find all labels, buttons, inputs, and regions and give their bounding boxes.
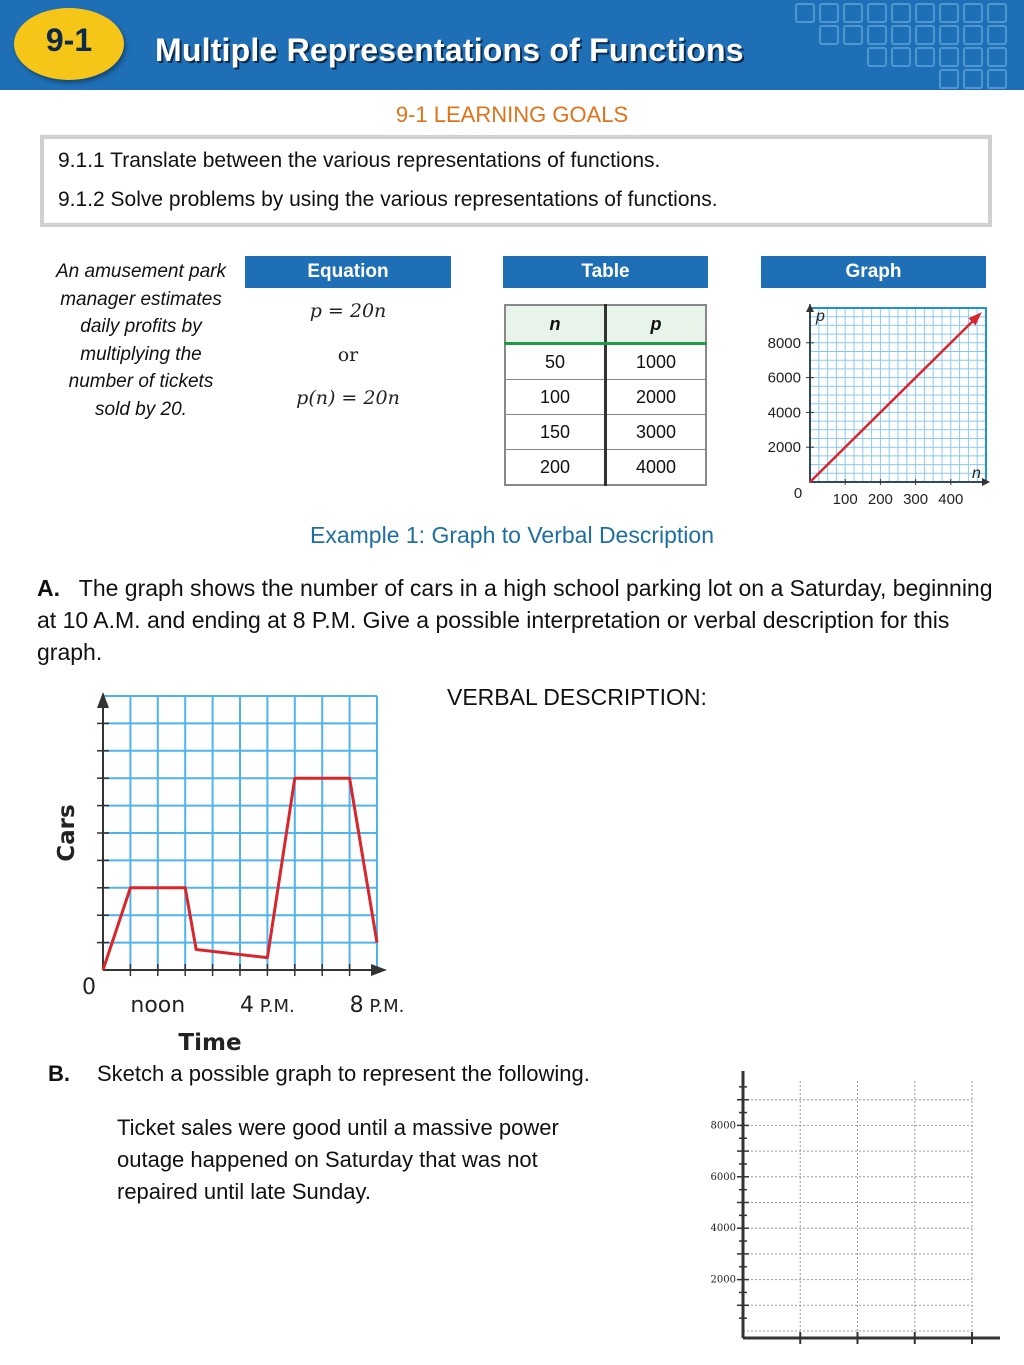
y-tick-label: 6000 [710, 1171, 736, 1183]
goals-box [40, 135, 992, 227]
y-tick-label: 2000 [767, 439, 801, 457]
part-b-label: B. [48, 1061, 70, 1086]
x-axis-arrow [371, 964, 387, 976]
table-cell: 2000 [606, 380, 707, 415]
blank-sketch-chart[interactable] [700, 1066, 1010, 1346]
goal-item-1: 9.1.1 Translate between the various representations of functions. [58, 149, 661, 172]
equation-heading: Equation [245, 256, 451, 288]
table-header-n: n [505, 305, 606, 344]
values-table [504, 304, 707, 486]
y-tick-label: 6000 [767, 369, 801, 387]
x-tick-label: 200 [867, 491, 893, 508]
part-a-text: The graph shows the number of cars in a high school parking lot on a Saturday, beginning at 10 A.M. and ending at 8 P.M. Give a possible interpretation or verbal description for this graph. [37, 575, 993, 665]
table-row [505, 415, 706, 450]
part-a-label: A. [37, 575, 60, 601]
origin-label: 0 [793, 485, 803, 502]
table-row [505, 380, 706, 415]
part-a-paragraph [37, 572, 1007, 668]
table-cell: 50 [505, 344, 606, 380]
table-header-row [505, 305, 706, 344]
goal-item-2: 9.1.2 Solve problems by using the various representations of functions. [58, 188, 718, 211]
header-decoration-grid [784, 0, 1024, 90]
x-axis-label: Time [178, 1030, 242, 1056]
y-axis-label: Cars [54, 804, 80, 862]
page-title: Multiple Representations of Functions [155, 32, 744, 68]
y-tick-label: 8000 [767, 334, 801, 352]
table-cell: 150 [505, 415, 606, 450]
table-heading: Table [503, 256, 708, 288]
table-cell: 200 [505, 450, 606, 486]
x-tick-label: 8 P.M. [349, 993, 405, 1018]
goals-heading: 9-1 LEARNING GOALS [395, 102, 629, 127]
y-tick-label: 4000 [710, 1223, 736, 1235]
verbal-description-label: VERBAL DESCRIPTION: [447, 684, 707, 710]
x-tick-label: noon [130, 993, 186, 1018]
y-tick-label: 4000 [767, 404, 801, 422]
table-cell: 100 [505, 380, 606, 415]
y-tick-label: 8000 [710, 1120, 736, 1132]
x-tick-label: 100 [832, 491, 858, 508]
table-row [505, 344, 706, 380]
cars-chart [40, 682, 430, 1062]
profit-chart [750, 300, 1000, 516]
table-cell: 1000 [606, 344, 707, 380]
table-cell: 3000 [606, 415, 707, 450]
x-axis-label: n [972, 465, 981, 482]
equation-line-2: p(n) = 20n [296, 387, 400, 409]
table-row [505, 450, 706, 486]
example-title: Example 1: Graph to Verbal Description [310, 522, 714, 548]
origin-label: 0 [82, 975, 96, 1000]
table-cell: 4000 [606, 450, 707, 486]
x-tick-label: 4 P.M. [240, 993, 295, 1018]
equation-line-1: p = 20n [309, 300, 387, 322]
y-tick-label: 2000 [710, 1274, 736, 1286]
x-tick-label: 400 [938, 491, 964, 508]
x-tick-label: 300 [903, 491, 929, 508]
y-axis-arrow [97, 692, 109, 708]
section-badge-label: 9-1 [45, 22, 93, 58]
ticket-sales-text: Ticket sales were good until a massive power outage happened on Saturday that was not repaired until late Sunday. [117, 1115, 559, 1204]
part-b-text: Sketch a possible graph to represent the following. [97, 1061, 590, 1086]
profit-line [810, 315, 979, 482]
table-header-p: p [606, 305, 707, 344]
intro-text: An amusement park manager estimates daily profits by multiplying the number of tickets sold by 20. [55, 261, 227, 420]
y-axis-label: p [816, 308, 825, 325]
graph-heading: Graph [761, 256, 986, 288]
equation-or: or [337, 344, 359, 366]
